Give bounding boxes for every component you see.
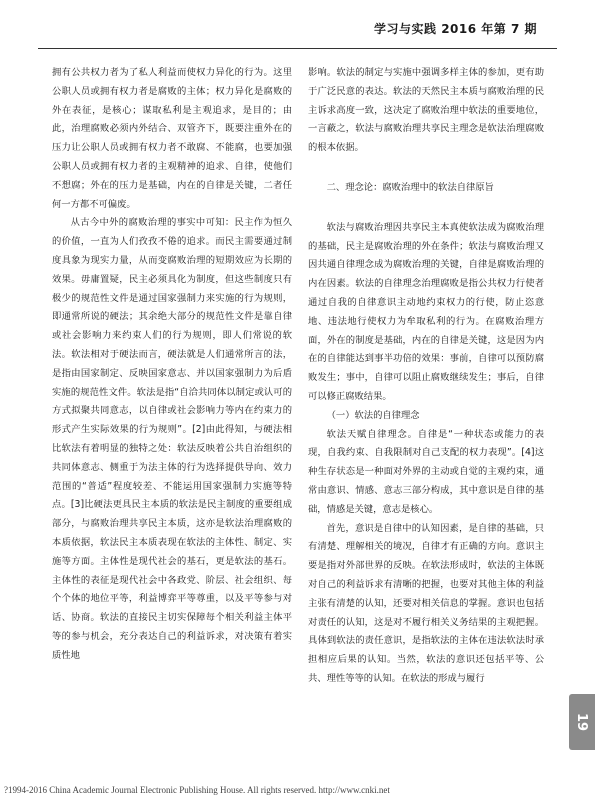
paragraph: 影响。软法的制定与实施中强调多样主体的参加，更有助于广泛民意的表达。软法的天然民主本质与腐败治理的民主诉求高度一致，这决定了腐败治理中软法的重要地位，一言蔽之，软法与腐败治理共享民主理念是软法治理腐败的根本依据。 [308, 67, 544, 154]
subsection-heading: （一）软法的自律理念 [326, 409, 420, 421]
page-number: 19 [574, 712, 590, 732]
copyright-footer: ?1994-2016 China Academic Journal Electronic Publishing House. All rights reserved. http://www.cnki.net [4, 785, 390, 795]
journal-title: 学习与实践 2016 年第 7 期 [374, 22, 537, 36]
page-number-tab [569, 694, 595, 750]
paragraph: 软法与腐败治理因共享民主本真使软法成为腐败治理的基础，民主是腐败治理的外在条件；软法与腐败治理又因共通自律理念成为腐败治理的关键，自律是腐败治理的内在因素。软法的自律理念治理腐败是指公共权力行使者通过自我的自律意识主动地约束权力的行使，防止恣意地、违法地行使权力为牟取私利的行为。在腐败治理方面，外在的制度是基础，内在的自律是关键，这是因为内在的自律能达到事半功倍的效果：事前，自律可以预防腐败发生；事中，自律可以阻止腐败继续发生；事后，自律可以修正腐败结果。 [308, 221, 544, 402]
paragraph: 首先，意识是自律中的认知因素，是自律的基础，只有清楚、理解相关的境况，自律才有正确的方向。意识主要是指对外部世界的反映。在软法形成时，软法的主体既对自己的利益诉求有清晰的把握，也要对其他主体的利益主张有清楚的认知，还要对相关信息的掌握。意识也包括对责任的认知，这是对不履行相关义务结果的主观把握。具体到软法的责任意识，是指软法的主体在违法软法时承担相应后果的认知。当然，软法的意识还包括平等、公共、理性等等的认知。在软法的形成与履行 [308, 522, 544, 684]
left-column [52, 64, 292, 666]
paragraph: 从古今中外的腐败治理的事实中可知：民主作为恒久的价值，一直为人们孜孜不倦的追求。而民主需要通过制度具象为现实力量，从而变腐败治理的短期效应为长期的效果。毋庸置疑，民主必须具化为制度，但这些制度只有极少的规范性文件是通过国家强制力来实施的行为规则，即通常所说的硬法；其余绝大部分的规范性文件是靠自律或社会影响力来约束人们的行为规则，即人们常说的软法。软法相对于硬法而言，硬法就是人们通常所言的法，是指由国家制定、反映国家意志、并以国家强制力为后盾实施的规范性文件。软法是指“自洽共同体以制定或认可的方式拟聚共同意志，以自律或社会影响力等内在约束力的形式产生实际效果的行为规则”。[2]由此得知，与硬法相比软法有着明显的独特之处：软法反映着公共自治组织的共同体意志、侧重于为法主体的行为选择提供导向、效力范围的“普适”程度较差、不能运用国家强制力实施等特点。[3]比硬法更具民主本质的软法是民主制度的重要组成部分，与腐败治理共享民主本质，这亦是软法治理腐败的本质依据，软法民主本质表现在软法的主体性、制定、实施等方面。主体性是现代社会的基石，更是软法的基石。主体性的表征是现代社会中各政党、阶层、社会组织、每个个体的地位平等，利益博弈平等尊重，以及平等参与对话、协商。软法的直接民主切实保障每个相关利益主体平等的参与机会，充分表达自己的利益诉求，对决策有着实质性地 [52, 217, 292, 661]
page-header [0, 0, 595, 56]
paragraph: 拥有公共权力者为了私人利益而使权力异化的行为。这里公职人员或拥有权力者是腐败的主体；权力异化是腐败的外在表征，是核心；谋取私利是主观追求，是目的；由此，治理腐败必须内外结合、双管齐下，既要注重外在的压力让公职人员或拥有权力者不敢腐、不能腐，也要加强公职人员或拥有权力者的主观精神的追求、自律，使他们不想腐；外在的压力是基础，内在的自律是关键，二者任何一方都不可偏废。 [52, 67, 292, 210]
header-rule [38, 48, 557, 49]
right-column [308, 64, 544, 689]
paragraph: 软法天赋自律理念。自律是“一种状态或能力的表现，自我约束、自我限制对自己支配的权力表现”。[4]这种生存状态是一种面对外界的主动或自觉的主观约束，通常由意识、情感、意志三部分构成，其中意识是自律的基础，情感是关键，意志是核心。 [308, 428, 544, 515]
section-heading: 二、理念论：腐败治理中的软法自律原旨 [326, 181, 494, 193]
